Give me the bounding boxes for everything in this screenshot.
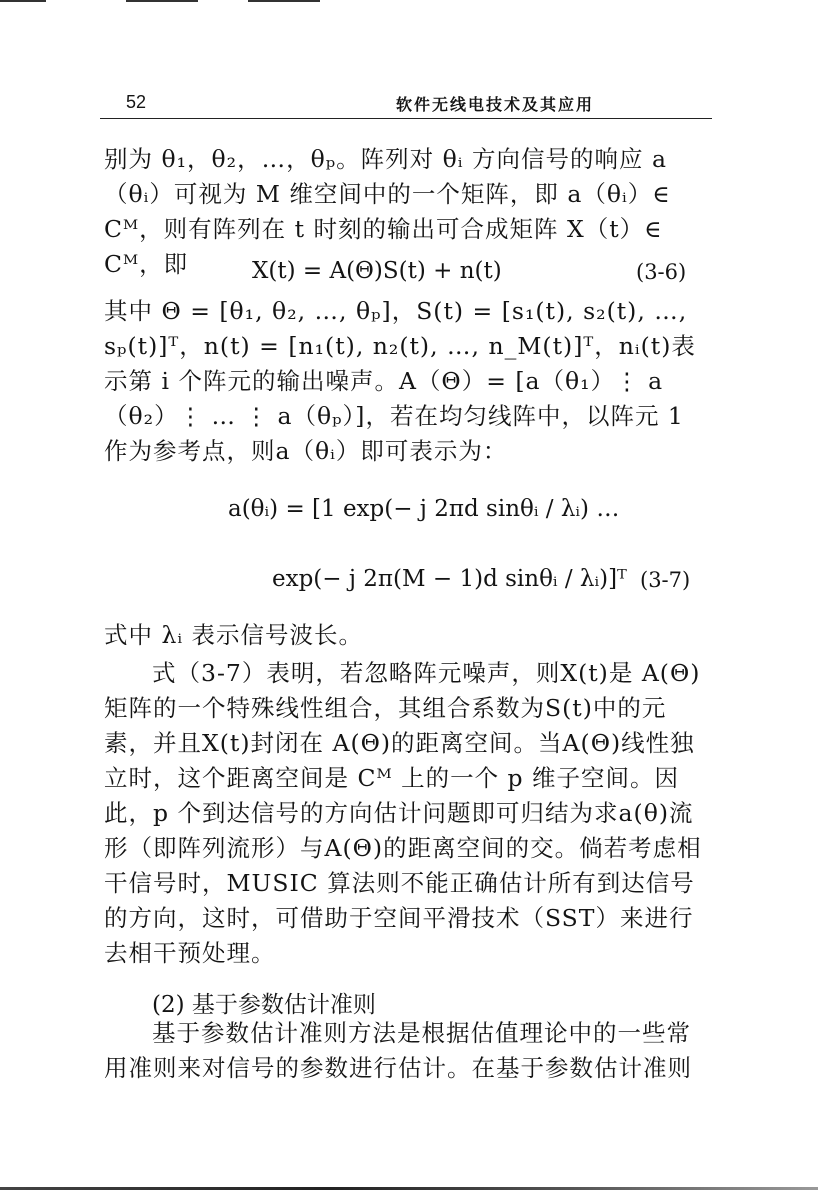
page-number: 52 bbox=[126, 92, 147, 112]
equation-3-7-line-1: a(θᵢ) = [1 exp(− j 2πd sinθᵢ / λᵢ) … bbox=[228, 496, 620, 522]
running-title: 软件无线电技术及其应用 bbox=[396, 95, 595, 114]
paragraph-4: 式（3-7）表明，若忽略阵元噪声，则X(t)是 A(Θ)矩阵的一个特殊线性组合，其组合系数为S(t)中的元素，并且X(t)封闭在 A(Θ)的距离空间。当A(Θ)线性独立时，这个距离空间是 Cᴹ 上的一个 p 维子空间。因此，p 个到达信号的方向估计问题即可归结为求a(θ)流形（即阵列流形）与A(Θ)的距离空间的交。倘若考虑相干信号时，MUSIC 算法则不能正确估计所有到达信号的方向，这时，可借助于空间平滑技术（SST）来进行去相干预处理。 bbox=[104, 659, 702, 967]
paragraph-3: 式中 λᵢ 表示信号波长。 bbox=[104, 621, 364, 649]
equation-3-7-line-2: exp(− j 2π(M − 1)d sinθᵢ / λᵢ)]ᵀ bbox=[272, 566, 627, 592]
subheading: (2) 基于参数估计准则 bbox=[152, 992, 376, 1018]
scan-artifact-bottom bbox=[0, 1187, 818, 1190]
scan-artifact-top bbox=[126, 0, 198, 2]
equation-3-7-number: (3-7) bbox=[640, 568, 691, 592]
equation-3-6: X(t) = A(Θ)S(t) + n(t) bbox=[252, 258, 502, 284]
scan-artifact-top bbox=[248, 0, 320, 2]
paragraph-1: 别为 θ₁，θ₂，…，θₚ。阵列对 θᵢ 方向信号的响应 a（θᵢ）可视为 M 维空间中的一个矩阵，即 a（θᵢ）∈ Cᴹ，则有阵列在 t 时刻的输出可合成矩阵 X（t）∈ Cᴹ，即 bbox=[104, 145, 671, 278]
page-header bbox=[100, 88, 712, 119]
scan-artifact-top bbox=[0, 0, 46, 2]
paragraph-2: 其中 Θ = [θ₁, θ₂, …, θₚ]，S(t) = [s₁(t), s₂(t), …, sₚ(t)]ᵀ，n(t) = [n₁(t), n₂(t), …, n_M(t)]ᵀ，nᵢ(t)表示第 i 个阵元的输出噪声。A（Θ）= [a（θ₁）⋮ a（θ₂）⋮ … ⋮ a（θₚ）]，若在均匀线阵中，以阵元 1 作为参考点，则a（θᵢ）即可表示为： bbox=[104, 297, 696, 465]
paragraph-5: 基于参数估计准则方法是根据估值理论中的一些常用准则来对信号的参数进行估计。在基于参数估计准则 bbox=[104, 1019, 692, 1082]
equation-3-6-number: (3-6) bbox=[636, 260, 687, 284]
